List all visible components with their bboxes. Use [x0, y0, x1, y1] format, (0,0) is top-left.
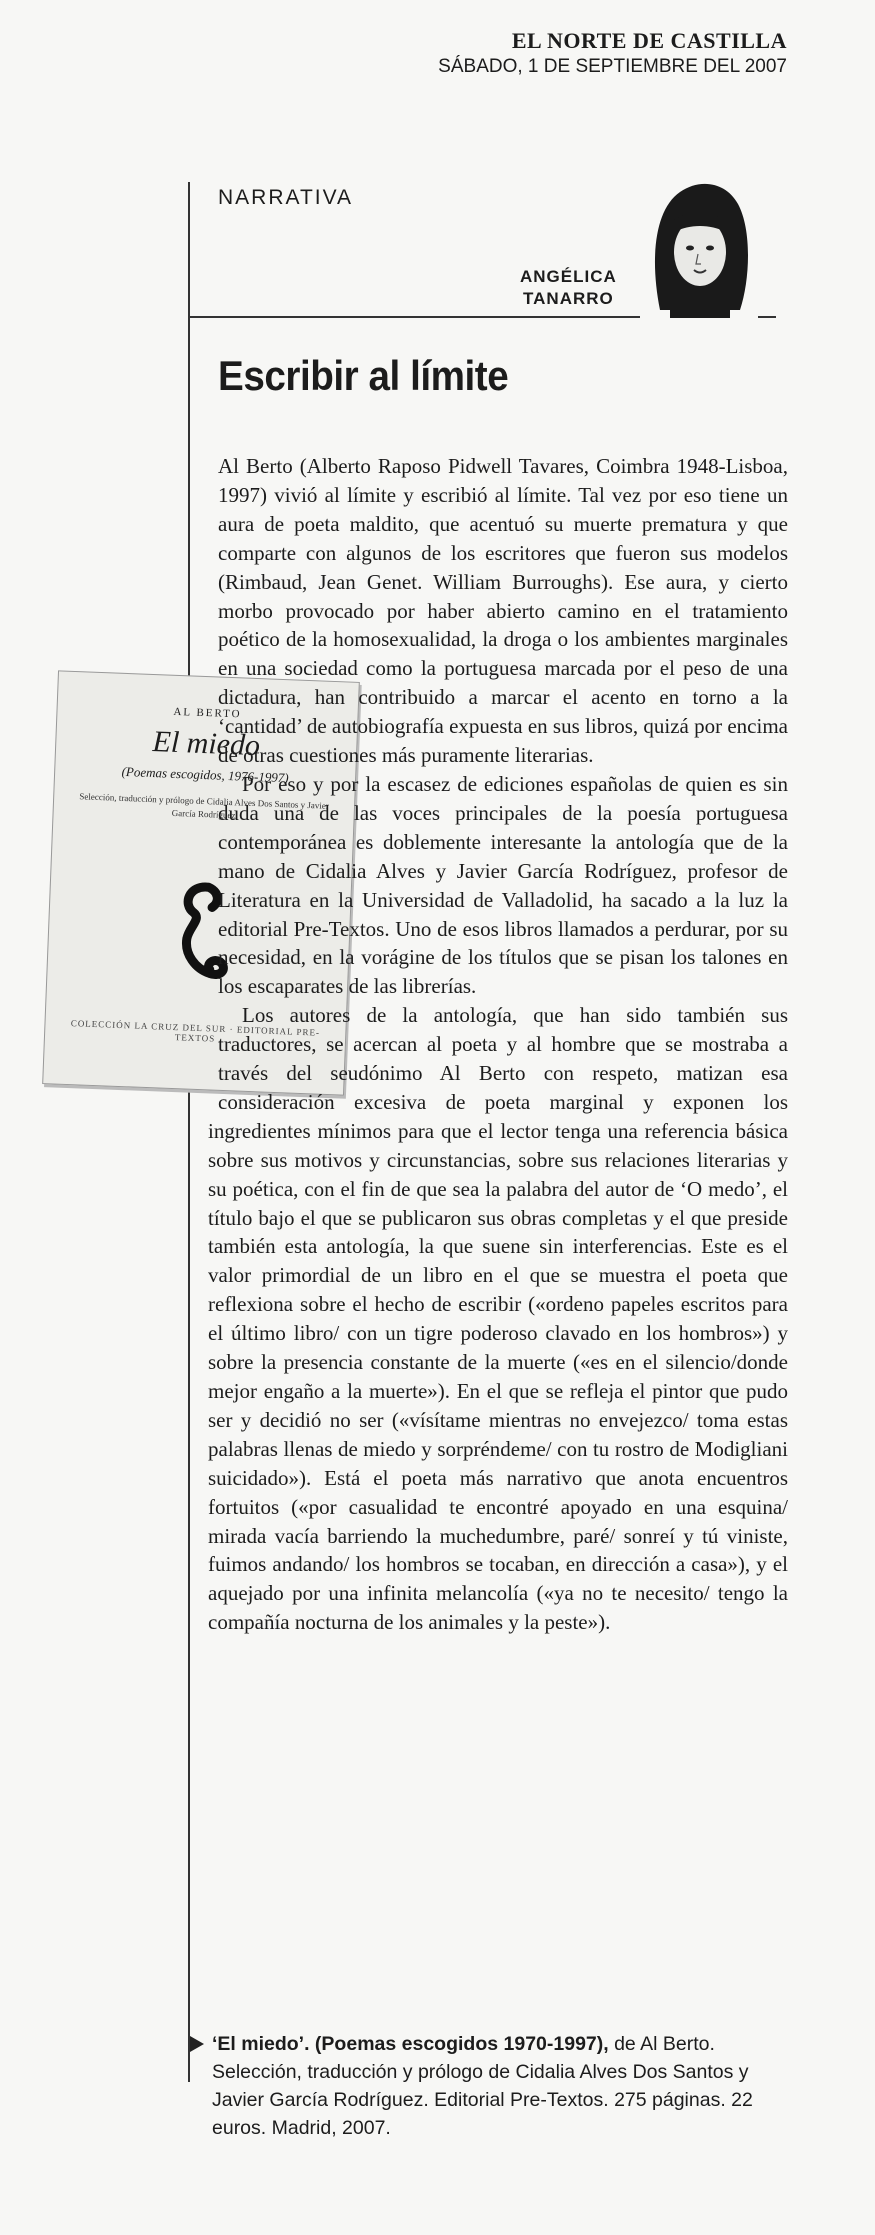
masthead — [438, 28, 787, 78]
image-wrap-space — [28, 452, 218, 1092]
paragraph: Al Berto (Alberto Raposo Pidwell Tavares, Coimbra 1948-Lisboa, 1997) vivió al límite y escribió al límite. Tal vez por eso tiene un aura de poeta maldito, que acentuó su muerte prematura y que comparte con algunos de los escritores que fueron sus modelos (Rimbaud, Jean Genet. William Burroughs). Ese aura, y cierto morbo provocado por haber abierto camino en el tratamiento poético de la homosexualidad, la droga o los ambientes marginales en una sociedad como la portuguesa marcada por el peso de una dictadura, han contribuido a marcar el acento en torno a la ‘cantidad’ de autobiografía expuesta en sus libros, quizá por encima de otras cuestiones más puramente literarias. — [218, 454, 788, 768]
byline — [520, 266, 617, 310]
cover-author: AL BERTO — [173, 705, 242, 721]
issue-date: SÁBADO, 1 DE SEPTIEMBRE DEL 2007 — [438, 56, 787, 77]
headline: Escribir al límite — [218, 352, 509, 399]
author-portrait — [640, 170, 758, 318]
book-info — [212, 2030, 788, 2142]
paragraph: Los autores de la antología, que han sido también sus traductores, se acercan al poeta y al hombre que se mostraba a través del seudónimo Al Berto con respeto, matizan esa consideración excesiva de poeta marginal y exponen los ingredientes mínimos para que el lector tenga una referencia básica sobre sus motivos y circunstancias, sobre sus relaciones literarias y su poética, con el fin de que sea la palabra del autor de ‘O medo’, el título bajo el que se publicaron sus obras completas y el que preside también esta antología, la que suene sin interferencias. Este es el valor primordial de un libro en el que se muestra el poeta que reflexiona sobre el hecho de escribir («ordeno papeles escritos para el último libro/ con un tigre poderoso clavado en los hombros») y sobre la presencia constante de la muerte («es en el silencio/donde mejor engaño a la muerte»). En el que se refleja el pintor que pudo ser y decidió no ser («vísítame mientras no envejezco/ toma estas palabras llenas de miedo y sorpréndeme/ con tu rostro de Modigliani suicidado»). Está el poeta más narrativo que anota encuentros fortuitos («por casualidad te encontré apoyado en una esquina/ mirada vacía barriendo la muchedumbre, paré/ sonreí y tú viniste, fuimos andando/ los hombros se tocaban, en dirección a casa»), y el aquejado por una infinita melancolía («ya no te necesito/ tengo la compañía nocturna de los animales y la peste»). — [208, 1003, 788, 1635]
arrow-icon — [190, 2036, 204, 2052]
cover-title: El miedo — [152, 725, 261, 763]
paragraph: Por eso y por la escasez de ediciones españolas de quien es sin duda una de las voces principales de la poesía portuguesa contemporánea es doblemente interesante la antología que de la mano de Cidalia Alves y Javier García Rodríguez, profesor de Literatura en la Universidad de Valladolid, ha sacado a la luz la editorial Pre-Textos. Uno de esos libros llamados a perdurar, por su necesidad, en la vorágine de los títulos que se pisan los talones en los escaparates de las librerías. — [218, 771, 788, 999]
cover-footer: COLECCIÓN LA CRUZ DEL SUR · EDITORIAL PRE-TEXTOS — [70, 1018, 321, 1044]
newspaper-name: EL NORTE DE CASTILLA — [511, 28, 787, 53]
cover-subtitle: (Poemas escogidos, 1976-1997) — [121, 763, 289, 786]
article-body — [208, 452, 788, 1637]
cover-credit: Selección, traducción y prólogo de Cidalia Alves Dos Santos y Javier García Rodríguez — [79, 791, 330, 821]
book-info-details: de Al Berto. Selección, traducción y prólogo de Cidalia Alves Dos Santos y Javier García Rodríguez. Editorial Pre-Textos. 275 páginas. 22 euros. Madrid, 2007. — [212, 2033, 753, 2139]
book-info-title: ‘El miedo’. (Poemas escogidos 1970-1997), — [212, 2033, 609, 2055]
author-last-name: TANARRO — [523, 289, 614, 308]
author-first-name: ANGÉLICA — [520, 267, 617, 286]
section-label: NARRATIVA — [218, 186, 354, 209]
